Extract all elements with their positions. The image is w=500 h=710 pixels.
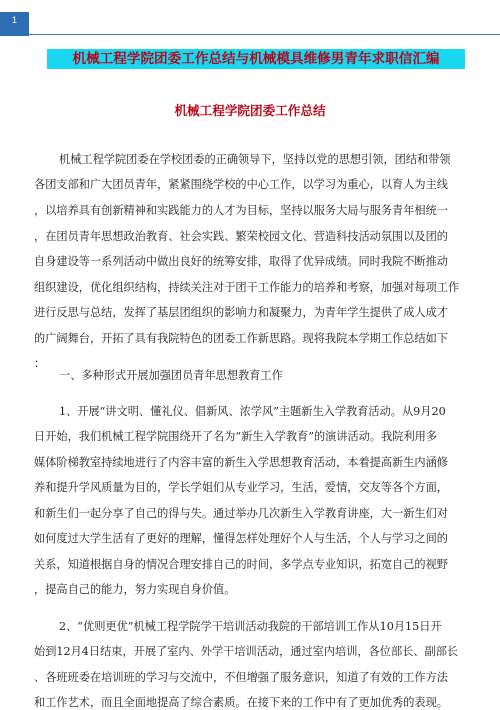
body-line: 1、开展“讲文明、懂礼仪、倡新风、浓学风”主题新生入学教育活动。从9月20 bbox=[59, 405, 446, 418]
body-line: 、各班班委在培训班的学习与交流中，不但增强了服务意识，知道了有效的工作方法 bbox=[34, 671, 448, 684]
body-line: 组织建设，优化组织结构，持续关注对于团干工作能力的培养和考察，加强对每项工作 bbox=[34, 281, 460, 294]
page-number-badge: 1 bbox=[0, 12, 29, 36]
body-line: ，以培养具有创新精神和实践能力的人才为目标，坚持以服务大局与服务青年相统一 bbox=[34, 204, 448, 217]
body-line: 2、“优则更优”机械工程学院学干培训活动我院的干部培训工作从10月15日开 bbox=[59, 620, 442, 633]
body-line: 日开始，我们机械工程学院围绕开了名为“新生入学教育”的演讲活动。我院利用多 bbox=[34, 430, 438, 443]
body-line: 各团支部和广大团员青年，紧紧围绕学校的中心工作，以学习为重心，以育人为主线 bbox=[34, 178, 448, 191]
document-title: 机械工程学院团委工作总结与机械模具维修男青年求职信汇编 bbox=[47, 49, 465, 69]
body-line: 如何度过大学生活有了更好的理解，懂得怎样处理好个人与生活，个人与学习之间的 bbox=[34, 532, 448, 545]
body-line: 关系，知道根据自身的情况合理安排自己的时间，多学点专业知识，拓宽自己的视野 bbox=[34, 558, 448, 571]
body-line: 自身建设等一系列活动中做出良好的统筹安排，取得了优异成绩。同时我院不断推动 bbox=[34, 255, 448, 268]
body-line: ，在团员青年思想政治教育、社会实践、繁荣校园文化、营造科技活动氛围以及团的 bbox=[34, 230, 448, 243]
body-line: ： bbox=[34, 357, 46, 370]
body-line: 进行反思与总结，发挥了基层团组织的影响力和凝聚力，为青年学生提供了成人成才 bbox=[34, 306, 448, 319]
body-line: 始到12月4日结束，开展了室内、外学干培训活动，通过室内培训，各位部长、副部长 bbox=[34, 645, 459, 658]
subheading-line: 一、多种形式开展加强团员青年思想教育工作 bbox=[59, 369, 283, 382]
body-line: ，提高自己的能力，努力实现自身价值。 bbox=[34, 583, 236, 596]
body-line: 和工作艺术，而且全面地提高了综合素质。在接下来的工作中有了更加优秀的表现。 bbox=[34, 696, 448, 709]
body-line: 和新生们一起分享了自己的得与失。通过举办几次新生入学教育讲座，大一新生们对 bbox=[34, 507, 448, 520]
body-line: 的广阔舞台，开拓了具有我院特色的团委工作新思路。现将我院本学期工作总结如下 bbox=[34, 332, 448, 345]
section-title: 机械工程学院团委工作总结 bbox=[174, 103, 326, 118]
body-line: 媒体阶梯教室持续地进行了内容丰富的新生入学思想教育活动，本着提高新生内涵修 bbox=[34, 456, 448, 469]
body-line: 养和提升学风质量为目的，学长学姐们从专业学习，生活，爱情，交友等各个方面， bbox=[34, 481, 448, 494]
header-rule bbox=[29, 34, 500, 35]
body-line: 机械工程学院团委在学校团委的正确领导下，坚持以党的思想引领，团结和带领 bbox=[59, 153, 451, 166]
